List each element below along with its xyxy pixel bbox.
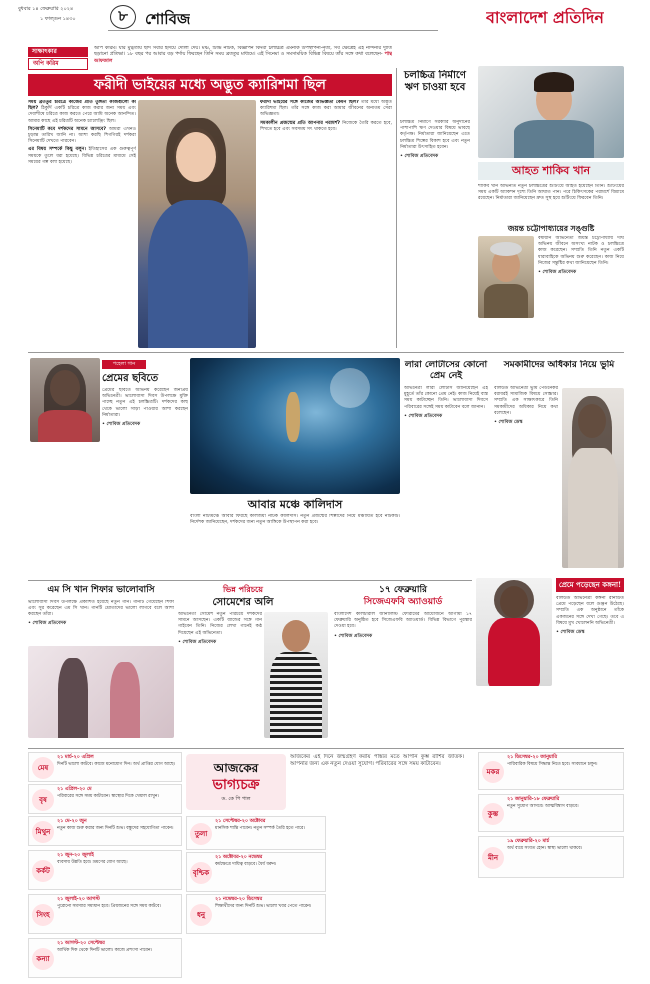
opi-karim-photo [138,100,256,348]
kalidas-stage-photo [190,358,400,494]
horoscope-sign-dates: ২১ মার্চ-২০ এপ্রিল [57,755,94,760]
interview-body-right [260,100,392,340]
horoscope-sign-7 [186,816,326,850]
horoscope-sign-text: শিক্ষার্থীদের জন্য দিনটি শুভ। ভালো খবর পেতে পারেন। [215,904,312,910]
interview-q2: সিনেমাটি কবে দর্শকদের সামনে আসবে? [28,126,107,132]
poshla-body [102,388,188,474]
interview-a4: তাঁর মধ্যে অদ্ভুত ক্যারিশমা ছিল। তাঁর সঙ্গে কাজ করা আমার জীবনের অন্যতম সেরা অভিজ্ঞতা। [260,100,392,118]
peers-body [494,386,558,566]
divider-shakib [396,68,397,348]
horoscope-sign-text: দিনটি ভালো কাটবে। কাজে মনোযোগ দিন। অর্থ প্রাপ্তির যোগ আছে। [57,762,176,768]
somesh-face [282,620,310,652]
interview-q1: সময় ব্রততুর চরিত্রে কাজের প্রতি তুঙ্গতা কাজগুলো কী ছিল? [28,100,136,112]
jayanta-hair [490,242,522,256]
interview-q4: ফরীদী ভাইয়ের সঙ্গে কাজের অভিজ্ঞতা কেমন ছিল? [260,100,359,105]
portrait-face-front [176,132,216,182]
kangana-headline: প্রেমে পড়েছেন কঙ্গনা! [556,578,624,592]
horoscope-sign-10 [478,752,624,790]
zodiac-icon: তুলা [190,823,212,845]
page-number: ৮ [110,5,136,29]
somesh-headline-2: সোমেশের অলি [212,597,274,608]
horoscope-sign-dates: ২১ এপ্রিল-২০ মে [57,787,92,792]
zodiac-icon: মেষ [32,757,54,779]
horoscope-sign-dates: ২১ জুলাই-২০ আগস্ট [57,897,100,902]
horoscope-sign-4 [28,850,182,890]
interview-q5: সমকালীন প্রজন্মের প্রতি আপনার পরামর্শ? [260,120,341,126]
horoscope-sign-5 [28,894,182,934]
jayanta-credit: • শোবিজ প্রতিবেদক [538,270,577,276]
horoscope-sign-dates: ২১ সেপ্টেম্বর-২০ অক্টোবর [215,819,266,824]
lara-credit: • শোবিজ প্রতিবেদক [404,413,443,419]
zodiac-icon: মিথুন [32,821,54,843]
shakib-side-headline: চলচ্চিত্র নির্মাণে ঋণ চাওয়া হবে [404,70,466,93]
kalidas-headline: আবার মঞ্চে কালিদাস [247,498,343,511]
horoscope-sign-8 [186,852,326,892]
jayanta-body [484,284,528,318]
masthead-date: বুধবার ১৪ ফেব্রুয়ারি ২০২৪ [18,6,74,12]
masthead [0,0,650,40]
horoscope-sign-text: মানসিক শান্তি পাবেন। নতুন সম্পর্ক তৈরি হতে পারে। [215,826,305,832]
horoscope-sign-text: পুরোনো সমস্যার সমাধান হবে। প্রিয়জনের সঙ্গে সময় কাটবে। [57,904,161,910]
horoscope-sign-dates: ২১ জানুয়ারি-১৮ ফেব্রুয়ারি [507,797,560,802]
interview-tag-label: সাক্ষাৎকার [28,47,88,57]
award-headline-1: ১৭ ফেব্রুয়ারি [379,585,427,595]
horoscope-sign-dates: ২১ ডিসেম্বর-২০ জানুয়ারি [507,755,558,760]
sifa-body [28,600,174,644]
poshla-tag: পহেলা গান [102,360,146,369]
horoscope-sign-3 [28,816,182,846]
poshla-text: প্রেমের ছবিতে অভিনয় করেছেন জনপ্রিয় অভিনেত্রী। ভালোবাসা দিবস উপলক্ষে মুক্তি পাচ্ছে নতুন এই চলচ্চিত্রটি। দর্শকদের কাছ থেকে ভালো সাড়া পাওয়ার আশা করছেন নির্মাতারা। [102,388,188,418]
kalidas-body: বাংলা নাট্যমঞ্চে আবার ফিরছে কালজয়ী নাটক কালিদাস। নতুন প্রজন্মের শিল্পীদের নিয়ে মঞ্চায়িত হবে নাটকটি। নির্দেশক জানিয়েছেন, দর্শকদের জন্য নতুন আঙ্গিকে উপস্থাপন করা হবে। [190,514,400,526]
jayanta-body [538,236,624,348]
paper-logo: বাংলাদেশ প্রতিদিন [486,8,604,27]
interview-byline: পান্থ আফজাল [94,52,392,64]
sifa-text: ভালোবাসা দিবস উপলক্ষে প্রকাশিত হয়েছে নতুন গান। গানটি গেয়েছেন শিফা এবং সুর করেছেন এম সি খান। গানটি শ্রোতাদের ভালো লাগবে বলে আশা করছেন তাঁরা। [28,600,174,618]
zodiac-icon: কর্কট [32,860,54,882]
horoscope-sign-6 [28,938,182,978]
interview-a2: আমরা এখনও চূড়ান্ত তারিখ জানি না। আশা করছি শিগগিরই দর্শকরা সিনেমাটি দেখতে পারবেন। [28,126,136,145]
horoscope-sign-dates: ২১ নভেম্বর-২০ ডিসেম্বর [215,897,263,902]
kangana-dress [488,618,540,686]
jayanta-photo [478,236,534,318]
horoscope-sign-text: নতুন সুযোগ আসবে। আত্মবিশ্বাস বাড়বে। [507,804,579,810]
zodiac-icon: ধনু [190,904,212,926]
section-name: শোবিজ [145,10,191,28]
horoscope-sign-12 [478,836,624,878]
horoscope-sign-dates: ২১ জুন-২০ জুলাই [57,853,94,858]
interview-intro-text: অপি করিম। যাঁর মুগ্ধতায় ছাঁদ সবার হৃদয়ে দোলা দেয়। মঞ্চ, টিভি নাটক, বিজ্ঞাপন কিংবা চলচ্চিত্র এমনকি উপস্থাপনা-নৃত্য, সব ক্ষেত্রেই এই নন্দিনীর দ্যুতি ছড়ানো প্রতিভা। ১৮ বছর পর আবার বড় পর্দায় ফিরছেন তিনি সময় ব্রততুর মাধ্যমে। এই সিনেমা ও সমসাময়িক বিভিন্ন বিষয়ে তাঁর সঙ্গে কথা বলেছেন- [94,46,392,58]
kangana-credit: • শোবিজ ডেস্ক [556,630,585,636]
lara-text: অভিনেত্রী লারা লোটাস জানিয়েছেন এই মুহূর্তে তাঁর কোনো প্রেম নেই। কাজ নিয়েই ব্যস্ত সময় কাটাচ্ছেন তিনি। ভালোবাসা দিবসে পরিবারের সঙ্গেই সময় কাটাবেন বলে জানান। [404,386,488,410]
somesh-body [178,612,262,740]
jayanta-text: বর্ষীয়ান অভিনেতা জয়ন্ত চট্টোপাধ্যায় দীর্ঘ অভিনয় জীবনে অসংখ্য নাটক ও চলচ্চিত্রে কাজ করেছেন। সম্প্রতি তিনি নতুন একটি ধারাবাহিকে অভিনয় শুরু করেছেন। কাজ নিয়ে নিজের সন্তুষ্টির কথা জানিয়েছেন তিনি। [538,236,624,266]
interview-body-left [28,100,136,340]
somesh-headline-1: ভিন্ন পরিচয়ে [223,584,263,594]
interview-tag [28,47,88,70]
horoscope-sign-text: নতুন কাজ শুরু করার জন্য দিনটি শুভ। বন্ধুদের সহযোগিতা পাবেন। [57,826,174,832]
poshla-headline: প্রেমের ছবিতে [102,373,159,384]
lara-body [404,386,488,576]
horoscope-sign-11 [478,794,624,832]
divider-lower-row [28,580,472,581]
somesh-credit: • শোবিজ প্রতিবেদক [178,639,217,645]
horoscope-author: ড. কে পি পাল [221,796,251,803]
sifa-credit: • শোবিজ প্রতিবেদক [28,620,67,626]
sifa-headline: এম সি খান শিফার ভালোবাসি [47,585,155,595]
masthead-date-bangla: ১ ফাল্গুন ১৪৩০ [40,16,76,22]
zodiac-icon: মকর [482,761,504,783]
sifa-couple-photo [28,646,174,738]
divider-mid-row [28,352,624,353]
interview-headline: ফরীদী ভাইয়ের মধ্যে অদ্ভুত ক্যারিশমা ছিল [28,74,392,96]
masthead-line [108,30,438,31]
interview-tag-name: অপি করিম [28,58,88,70]
horoscope-title-1: আজকের [213,761,259,775]
award-text: বাংলাদেশ কালচারাল জার্নালিস্ট ফোরামের আয়োজনে আগামী ১৭ ফেব্রুয়ারি অনুষ্ঠিত হবে সিজেএফবি অ্যাওয়ার্ড। বিভিন্ন বিভাগে পুরস্কার দেওয়া হবে। [334,612,472,630]
shakib-side-credit: • শোবিজ প্রতিবেদক [400,154,439,160]
zodiac-icon: সিংহ [32,904,54,926]
horoscope-title-2: ভাগ্যচক্র [212,777,260,794]
bhumi-body [568,448,618,568]
interview-a5: নিজেকে তৈরি করতে হবে, শিখতে হবে এবং সবসময় সৎ থাকতে হবে। [260,120,392,132]
shakib-photo-caption: আহত শাকিব খান [478,162,624,180]
zodiac-icon: কন্যা [32,948,54,970]
peers-headline: সমকামীদের অধিকার নিয়ে ভুমি [503,360,615,370]
shakib-side-text: চলচ্চিত্র নির্মাণে সরকারি অনুদানের পাশাপাশি ঋণ দেওয়ার বিষয়ে ভাবছে কর্তৃপক্ষ। নির্মাতারা জানিয়েছেন এতে চলচ্চিত্র শিল্পের বিকাশ হবে এবং নতুন নির্মাতারা উৎসাহিত হবেন। [400,120,470,150]
horoscope-title-block [186,754,286,810]
bhumi-photo [562,388,624,568]
interview-a3: ইতিহাসের এক গুরুত্বপূর্ণ সময়কে তুলে ধরা হয়েছে। বিভিন্ন চরিত্রের মাধ্যমে সেই সময়ের গল্প বলা হয়েছে। [28,147,136,165]
horoscope-sign-2 [28,784,182,814]
award-body [334,612,472,740]
horoscope-sign-text: অর্থ ব্যয়ে সংযত হোন। স্বাস্থ্য ভালো থাকবে। [507,846,583,852]
poshla-credit: • শোবিজ প্রতিবেদক [102,422,141,428]
horoscope-sign-text: কর্মক্ষেত্রে দায়িত্ব বাড়বে। ধৈর্য ধরুন। [215,862,277,868]
award-headline-2: সিজেএফবি অ্যাওয়ার্ড [363,597,443,607]
horoscope-sign-dates: ২১ আগস্ট-২০ সেপ্টেম্বর [57,941,105,946]
award-credit: • শোবিজ প্রতিবেদক [334,633,373,639]
shakib-body [514,120,594,158]
horoscope-sign-text: ব্যবসায় উন্নতি হবে। ভ্রমণের যোগ আছে। [57,860,128,866]
somesh-body-shape [270,652,322,738]
jayanta-headline: জয়ন্ত চট্টোপাধ্যায়ের সঙ্গুষ্টি [507,224,595,233]
divider-horoscope [28,748,624,749]
interview-intro [94,46,392,74]
somesh-photo [264,612,328,738]
sifa-person2 [110,662,140,738]
horoscope-sign-text: পারিবারিক বিষয়ে সিদ্ধান্ত নিতে হবে। সাবধানে চলুন। [507,762,598,768]
horoscope-sign-text: আর্থিক দিক থেকে দিনটি ভালো। কাজে প্রশংসা পাবেন। [57,948,153,954]
kangana-photo [476,578,552,686]
actress1-body [38,410,92,442]
kangana-hair [494,580,534,620]
stage-performer [286,392,300,442]
horoscope-sign-text: পরিবারের সঙ্গে সময় কাটাবেন। স্বাস্থ্যের দিকে খেয়াল রাখুন। [57,794,159,800]
zodiac-icon: বৃষ [32,789,54,811]
interview-q3: এর বিষয় সম্পর্কে কিছু বলুন। [28,147,86,153]
zodiac-icon: কুম্ভ [482,803,504,825]
portrait-body [148,200,248,348]
peers-credit: • শোবিজ ডেস্ক [494,420,523,426]
shakib-side-body [400,120,470,340]
zodiac-icon: মীন [482,847,504,869]
shakib-hair [534,72,574,92]
lara-headline: লারা লোটাসের কোনো প্রেম নেই [404,360,488,381]
peers-text: বলিউড অভিনেত্রী ভুমি পেডনেকর বরাবরই সামাজিক বিষয়ে সোচ্চার। সম্প্রতি এক সাক্ষাৎকারে তিনি সমকামীদের অধিকার নিয়ে কথা বলেছেন। [494,386,558,416]
horoscope-sign-dates: ১৯ ফেব্রুয়ারি-২০ মার্চ [507,839,550,844]
shakib-body: শাকিব খান অভিনীত নতুন চলচ্চিত্রের শুটিংয়ে আহত হয়েছেন তিনি। শুটিংয়ের সময় একটি অ্যাকশন দৃশ্যে তিনি আঘাত পান। পরে চিকিৎসকের পরামর্শে বিশ্রামে রয়েছেন। নির্মাতারা জানিয়েছেন দ্রুত সুস্থ হয়ে শুটিংয়ে ফিরবেন তিনি। [478,184,624,202]
somesh-text: অভিনেতা সোমেশ নতুন পরিচয়ে দর্শকদের সামনে আসছেন। একটি ব্যান্ডের সঙ্গে গান গাইবেন তিনি। নিজের লেখা গানেই কণ্ঠ দিয়েছেন এই অভিনেতা। [178,612,262,636]
kangana-body [556,596,624,746]
horoscope-sign-dates: ২১ মে-২০ জুন [57,819,87,824]
stage-light [330,368,370,408]
horoscope-sign-dates: ২১ অক্টোবর-২০ নভেম্বর [215,855,263,860]
interview-a1: ঠিকুর্দি একটি চরিত্রে কাজ করার জন্য সময় এবং দেবাশীষে চরিত্রে কাজ করতে পেরে আমি অনেক আনন্দিত। আমার কাছে এই চরিত্রটি অনেক চ্যালেঞ্জিং ছিল। [28,106,136,124]
horoscope-sign-9 [186,894,326,934]
kangana-text: বলিউড অভিনেত্রী কঙ্গনা রানাউত প্রেমে পড়েছেন বলে গুঞ্জন উঠেছে। সম্প্রতি এক অনুষ্ঠানে তাঁকে একজনের সঙ্গে দেখা গেছে। তবে এ বিষয়ে মুখ খোলেননি অভিনেত্রী। [556,596,624,626]
shakib-khan-photo [478,66,624,158]
horoscope-sign-1 [28,752,182,782]
horoscope-intro: আজকের এই দিনে জন্মগ্রহণ করায় পাঙ্ক্যর মতে আপনি কুম্ভ রাশির জাতক। আপনার জন্য এক নতুন দেওয়া সুযোগ। পরিবারের সঙ্গে সময় কাটাবেন। [290,754,464,767]
sifa-person1 [58,658,88,738]
zodiac-icon: বৃশ্চিক [190,862,212,884]
actress-photo-1 [30,358,100,442]
